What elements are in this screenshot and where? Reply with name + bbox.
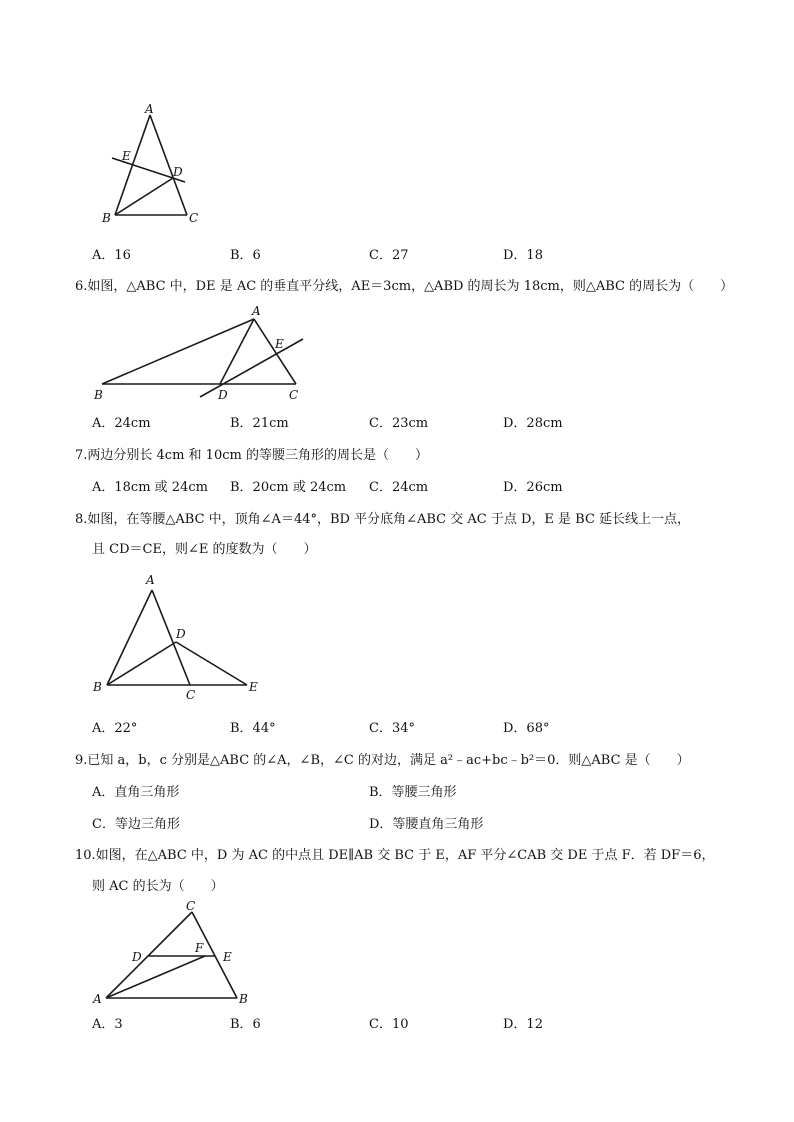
q6-option-c: C．23cm (369, 416, 429, 431)
q8-stem-line2: 且 CD＝CE，则∠E 的度数为（ ） (92, 542, 317, 557)
q6-line-de (200, 339, 303, 397)
q5-option-d: D．18 (503, 248, 543, 263)
q5-label-e: E (122, 149, 131, 163)
q9-option-d: D．等腰直角三角形 (369, 817, 484, 832)
q8-option-a: A．22° (92, 721, 138, 736)
q5-label-a: A (145, 102, 154, 116)
q6-label-a: A (252, 304, 261, 318)
q5-figure (95, 100, 215, 230)
q9-option-a: A．直角三角形 (92, 785, 180, 800)
q6-figure (90, 300, 330, 410)
q5-option-b: B．6 (230, 248, 261, 263)
q10-label-b: B (239, 992, 248, 1006)
q10-option-d: D．12 (503, 1017, 543, 1032)
q6-label-e: E (275, 337, 284, 351)
q8-stem-line1: 8.如图，在等腰△ABC 中，顶角∠A＝44°，BD 平分底角∠ABC 交 AC 于点 D，E 是 BC 延长线上一点， (75, 512, 691, 527)
q8-option-d: D．68° (503, 721, 550, 736)
q5-option-a: A．16 (92, 248, 131, 263)
q10-option-b: B．6 (230, 1017, 261, 1032)
q8-label-d: D (176, 627, 186, 641)
q6-option-b: B．21cm (230, 416, 289, 431)
q6-segment-ad (220, 319, 254, 384)
q6-side-ac (254, 319, 296, 384)
q10-stem-line2: 则 AC 的长为（ ） (92, 879, 224, 894)
q7-option-a: A．18cm 或 24cm (92, 480, 208, 495)
q6-side-ab (102, 319, 254, 384)
q5-label-c: C (189, 211, 199, 225)
q10-option-c: C．10 (369, 1017, 409, 1032)
q8-label-c: C (186, 688, 196, 702)
q9-option-b: B．等腰三角形 (369, 785, 457, 800)
q9-stem: 9.已知 a，b，c 分别是△ABC 的∠A，∠B，∠C 的对边，满足 a²﹣ac+bc﹣b²＝0．则△ABC 是（ ） (75, 753, 690, 768)
q7-option-c: C．24cm (369, 480, 429, 495)
q6-label-b: B (94, 388, 103, 402)
q8-option-b: B．44° (230, 721, 276, 736)
q10-side-ac (106, 912, 192, 998)
q8-label-e: E (249, 680, 258, 694)
q7-option-b: B．20cm 或 24cm (230, 480, 347, 495)
q5-label-d: D (173, 165, 183, 179)
q10-option-a: A．3 (92, 1017, 123, 1032)
q10-segment-af (106, 956, 205, 998)
q6-label-c: C (289, 388, 299, 402)
q6-option-d: D．28cm (503, 416, 563, 431)
q6-option-a: A．24cm (92, 416, 151, 431)
q5-option-c: C．27 (369, 248, 409, 263)
q10-label-c: C (186, 899, 196, 913)
q10-label-f: F (195, 941, 204, 955)
q7-stem: 7.两边分别长 4cm 和 10cm 的等腰三角形的周长是（ ） (75, 448, 428, 463)
q8-label-b: B (93, 680, 102, 694)
q8-option-c: C．34° (369, 721, 415, 736)
q10-stem-line1: 10.如图，在△ABC 中，D 为 AC 的中点且 DE∥AB 交 BC 于 E，AF 平分∠CAB 交 DE 于点 F．若 DF＝6， (75, 848, 715, 863)
q10-label-e: E (223, 950, 232, 964)
q6-label-d: D (218, 388, 228, 402)
q6-stem: 6.如图，△ABC 中，DE 是 AC 的垂直平分线，AE＝3cm，△ABD 的周长为 18cm，则△ABC 的周长为（ ） (75, 279, 734, 294)
q5-segment-bd (115, 178, 173, 215)
q10-label-a: A (93, 992, 102, 1006)
q10-label-d: D (132, 950, 142, 964)
q10-figure (90, 898, 260, 1008)
q5-label-b: B (102, 211, 111, 225)
q7-option-d: D．26cm (503, 480, 563, 495)
q9-option-c: C．等边三角形 (92, 817, 180, 832)
q8-figure (90, 570, 270, 705)
q8-label-a: A (146, 573, 155, 587)
